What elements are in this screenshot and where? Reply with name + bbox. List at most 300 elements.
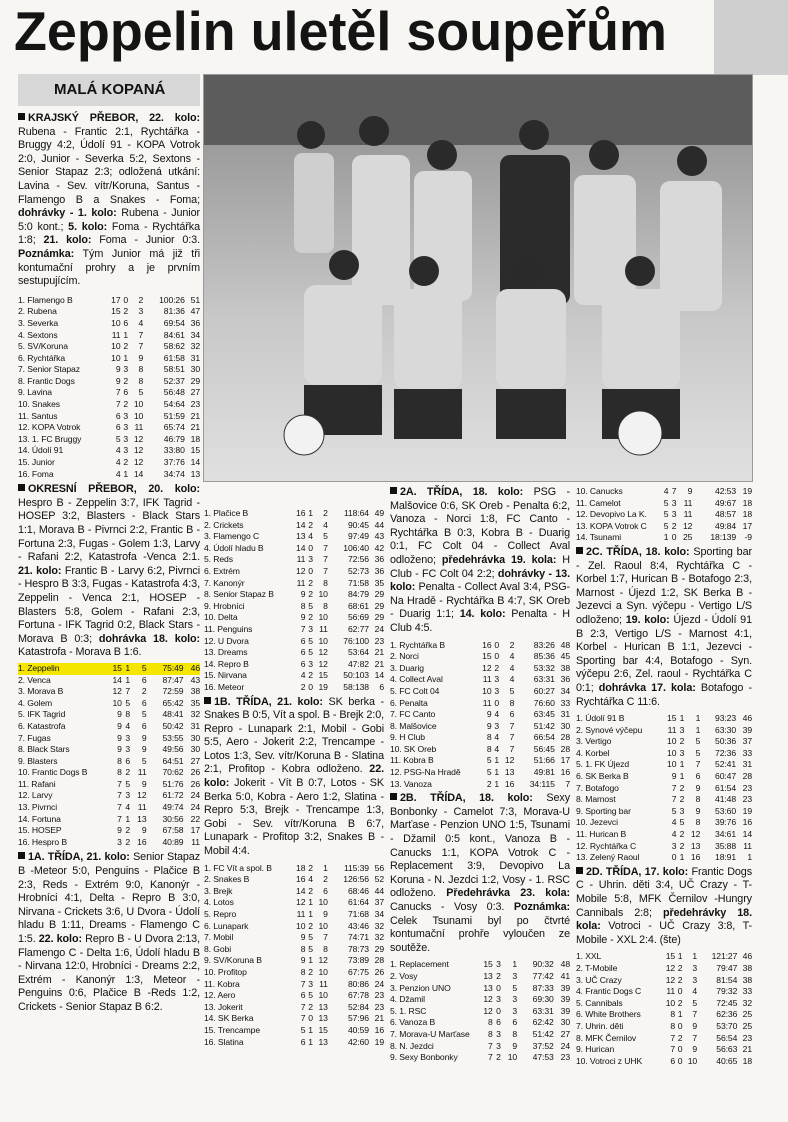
table-row <box>18 814 200 826</box>
stat-cell: 3 <box>671 497 677 508</box>
stat-cell: 66:54 <box>533 732 555 743</box>
column-3 <box>390 486 570 1064</box>
table-row <box>576 725 752 737</box>
team-name: 12. U Dvora <box>204 635 249 646</box>
stat-cell: 16 <box>560 767 570 778</box>
stat-cell: 11 <box>134 422 144 433</box>
stat-cell: 51:66 <box>533 755 555 766</box>
stat-cell: 63:31 <box>533 674 555 685</box>
team-name: 1. Zeppelin <box>18 662 60 673</box>
stat-cell: 0 <box>677 1055 683 1066</box>
table-row <box>204 1013 384 1025</box>
stat-cell: 67:78 <box>347 990 369 1001</box>
team-name: 8. Frantic Dogs <box>18 375 75 386</box>
stat-cell: 52 <box>374 874 384 885</box>
stat-cell: 2 <box>679 794 685 805</box>
stat-cell: 3 <box>496 1040 501 1051</box>
team-photo-illustration <box>204 75 752 481</box>
stat-cell: 47:53 <box>532 1052 554 1063</box>
stat-cell: 12 <box>133 433 144 444</box>
stat-cell: 5 <box>486 767 492 778</box>
stat-cell: 7 <box>671 486 677 496</box>
stat-cell: 53:70 <box>716 1020 738 1031</box>
stat-cell: 5 <box>512 982 518 993</box>
table-row <box>204 682 384 694</box>
table-1a <box>204 508 384 694</box>
stat-cell: 5 <box>692 997 698 1008</box>
team-name: 3. Duarig <box>390 662 424 673</box>
stat-cell: 3 <box>123 364 129 375</box>
stat-cell: 9 <box>687 486 693 496</box>
team-name: 14. Repro B <box>204 658 249 669</box>
table-row <box>18 744 200 756</box>
team-name: 2. Snakes B <box>204 874 250 885</box>
stat-cell: 17 <box>190 825 200 836</box>
stat-cell: 4 <box>300 670 306 681</box>
stat-cell: 10 <box>665 997 676 1008</box>
stat-cell: 4 <box>308 874 313 885</box>
stat-cell: 12 <box>665 962 676 973</box>
stat-cell: 58:51 <box>163 364 185 375</box>
stat-cell: 8 <box>138 364 144 375</box>
stat-cell: 10 <box>687 1055 698 1066</box>
stat-cell: 33:80 <box>163 445 185 456</box>
table-row <box>204 543 384 555</box>
stat-cell: 10 <box>111 317 121 328</box>
team-name: 8. Marnost <box>576 794 616 805</box>
stat-cell: 18 <box>742 1055 752 1066</box>
table-row <box>390 686 570 698</box>
stat-cell: 47:82 <box>347 658 369 669</box>
stat-cell: 11 <box>683 509 693 520</box>
table-row <box>576 713 752 725</box>
stat-cell: 16 <box>374 1024 384 1035</box>
stat-cell: 121:27 <box>711 951 738 962</box>
stat-cell: 49:74 <box>162 802 184 813</box>
stat-cell: 3 <box>123 445 129 456</box>
team-name: 4. Frantic Dogs C <box>576 986 642 997</box>
stat-cell: 52:84 <box>347 1001 369 1012</box>
stat-cell: 62:42 <box>532 1017 554 1028</box>
stat-cell: 60:47 <box>715 771 737 782</box>
stat-cell: 16 <box>296 508 306 518</box>
stat-cell: 7 <box>115 387 121 398</box>
stat-cell: 38 <box>190 686 200 697</box>
team-name: 9. H Club <box>390 732 425 743</box>
team-name: 3. Vertigo <box>576 736 612 747</box>
stat-cell: 30 <box>190 732 200 743</box>
stat-cell: 11 <box>137 767 147 778</box>
table-row <box>18 387 200 399</box>
stat-cell: 2 <box>677 974 683 985</box>
table-row <box>18 469 200 481</box>
stat-cell: 9 <box>138 352 144 363</box>
stat-cell: 19 <box>318 681 328 692</box>
stat-cell: 1 <box>677 1009 683 1020</box>
stat-cell: 51:42 <box>532 1028 554 1039</box>
stat-cell: 24 <box>374 978 384 989</box>
team-name: 8. Gobi <box>204 943 232 954</box>
stat-cell: 63:30 <box>715 724 737 735</box>
stat-cell: 62:77 <box>347 623 369 634</box>
team-name: 4. Sextons <box>18 329 58 340</box>
table-2b-bottom <box>576 486 752 544</box>
team-name: 6. White Brothers <box>576 1009 641 1020</box>
stat-cell: 9 <box>117 709 122 720</box>
stat-cell: 72:56 <box>347 554 369 565</box>
stat-cell: 11 <box>683 497 693 508</box>
table-row <box>576 521 752 533</box>
table-row <box>18 411 200 423</box>
stat-cell: 7 <box>115 399 121 410</box>
stat-cell: 67:75 <box>347 966 369 977</box>
team-name: 15. Nirvana <box>204 670 247 681</box>
stat-cell: 6 <box>141 674 147 685</box>
stat-cell: 27 <box>190 387 200 398</box>
stat-cell: 1 <box>695 724 701 735</box>
stat-cell: 39 <box>560 1005 570 1016</box>
stat-cell: 36 <box>560 674 570 685</box>
stat-cell: 90:32 <box>532 959 554 970</box>
stat-cell: 63:45 <box>533 709 555 720</box>
stat-cell: 7 <box>300 623 306 634</box>
stat-cell: 7 <box>509 720 515 731</box>
stat-cell: 11 <box>743 840 752 851</box>
stat-cell: 126:56 <box>343 874 369 885</box>
stat-cell: 5 <box>663 497 669 508</box>
stat-cell: 32 <box>374 920 384 931</box>
stat-cell: 0 <box>677 1020 683 1031</box>
stat-cell: 8 <box>117 767 122 778</box>
stat-cell: 34:115 <box>529 778 555 789</box>
stat-cell: 75:49 <box>162 662 184 673</box>
stat-cell: 2 <box>679 829 685 840</box>
stat-cell: 2 <box>509 639 515 650</box>
stat-cell: 81:36 <box>163 306 185 317</box>
stat-cell: 5 <box>663 509 669 520</box>
stat-cell: 17 <box>111 294 121 305</box>
team-name: 15. HOSEP <box>18 825 62 836</box>
stat-cell: 7 <box>509 732 515 743</box>
stat-cell: 87:33 <box>532 982 554 993</box>
team-photo <box>203 74 753 482</box>
stat-cell: 37 <box>742 736 752 747</box>
team-name: 5. 1. FK Újezd <box>576 759 630 770</box>
stat-cell: 8 <box>323 600 328 611</box>
stat-cell: 14 <box>374 670 384 681</box>
stat-cell: 7 <box>670 1032 676 1043</box>
okresni-report: OKRESNÍ PŘEBOR, 20. kolo: Hespro B - Zeppelin 3:7, IFK Tagrid - HOSEP 3:2, Blasters - Black Stars 1:1, Morava B - Pivrnci 2:2, Frantic B - Fortuna 2:3, Fugas - Golem 1:3, Larvy - Rafani 2:2, Katastrofa -Venca 2:1. 21. kolo: Frantic B - Larvy 6:2, Pivrnci - Hespro B 3:3, Fugas - Katastrofa 4:3, Zeppelin - Venca 2:1, HOSEP - Blasters 5:8, Golem - Rafani 2:3, Fortuna - IFK Tagrid 0:2, Black Stars - Morava B 0:3; dohrávka 18. kolo: Katastrofa - Morava B 1:6. <box>18 483 201 659</box>
stat-cell: 10 <box>318 612 328 623</box>
stat-cell: 72:59 <box>162 686 184 697</box>
stat-cell: 15 <box>483 959 493 970</box>
stat-cell: 3 <box>512 1005 518 1016</box>
stat-cell: 6 <box>300 990 306 1001</box>
trida2d-report: 2D. TŘÍDA, 17. kolo: Frantic Dogs C - Uhrin. děti 3:4, UČ Crazy - T-Mobile 5:8, MFK Černilov -Hungry Cannibals 2:8; předehrávky 18. kola: Votroci - UČ Crazy 3:8, T-Mobile - XXL 2:4. (šte) <box>576 865 752 946</box>
stat-cell: 2 <box>141 686 147 697</box>
stat-cell: 9 <box>692 1020 698 1031</box>
team-name: 14. SK Berka <box>204 1013 254 1024</box>
stat-cell: 1 <box>679 713 685 724</box>
team-name: 9. Lavina <box>18 387 52 398</box>
stat-cell: 8 <box>695 817 701 828</box>
stat-cell: 0 <box>677 1044 683 1055</box>
stat-cell: 61:64 <box>347 897 369 908</box>
stat-cell: 14 <box>133 468 144 479</box>
stat-cell: 1 <box>123 468 129 479</box>
stat-cell: 70:62 <box>162 767 184 778</box>
stat-cell: 10 <box>667 747 677 758</box>
team-name: 13. Jokerit <box>204 1001 243 1012</box>
stat-cell: 0 <box>308 542 313 553</box>
stat-cell: 8 <box>670 1009 676 1020</box>
stat-cell: 4 <box>115 445 121 456</box>
stat-cell: 7 <box>117 802 122 813</box>
team-name: 1. Rychtářka B <box>390 639 445 650</box>
table-row <box>204 647 384 659</box>
stat-cell: 56:48 <box>163 387 185 398</box>
stat-cell: 6 <box>323 885 328 896</box>
stat-cell: 5 <box>308 990 313 1001</box>
stat-cell: 29 <box>190 375 200 386</box>
team-name: 6. Vanoza B <box>390 1017 436 1028</box>
table-row <box>390 779 570 791</box>
stat-cell: 1 <box>125 813 131 824</box>
stat-cell: 8 <box>487 1028 493 1039</box>
team-name: 6. Katastrofa <box>18 720 66 731</box>
stat-cell: 23 <box>374 635 384 646</box>
stat-cell: 21 <box>374 658 384 669</box>
table-row <box>204 520 384 532</box>
stat-cell: 14 <box>296 519 306 530</box>
trida2c-report: 2C. TŘÍDA, 18. kolo: Sporting bar - Zel. Raoul 8:4, Rychtářka C - Korbel 1:7, Hurican B - Botafogo 2:3, Marnost - Újezd 1:2, SK Berka B - Jezevci a Syn. výčepu - Vertigo L/S odloženo; 19. kolo: Újezd - Údolí 91 B 2:3, Vertigo L/S - Marnost 4:1, Korbel - Hurican B 1:1, Jezevci - Sporting bar 4:4, Botafogo - Syn. výčepu 2:6, Zel. raoul - Rychtářka C 0:1; dohrávka 17. kola: Botafogo - Rychtářka C 11:6. <box>576 545 752 708</box>
bullet-icon <box>18 852 25 859</box>
table-row <box>576 509 752 521</box>
stat-cell: 31 <box>742 759 752 770</box>
stat-cell: 38 <box>560 662 570 673</box>
stat-cell: 6 <box>300 658 306 669</box>
team-name: 12. Rychtářka C <box>576 840 637 851</box>
table-row <box>204 566 384 578</box>
stat-cell: 8 <box>300 966 306 977</box>
table-row <box>390 674 570 686</box>
table-row <box>204 1037 384 1049</box>
stat-cell: 15 <box>111 306 121 317</box>
stat-cell: 27 <box>190 755 200 766</box>
table-row <box>576 532 752 544</box>
stat-cell: 39 <box>560 982 570 993</box>
stat-cell: 87:47 <box>162 674 184 685</box>
stat-cell: 10 <box>318 589 328 600</box>
stat-cell: 11 <box>111 329 121 340</box>
team-name: 10. Profitop <box>204 966 247 977</box>
stat-cell: 6 <box>300 647 306 658</box>
stat-cell: 61:54 <box>715 782 737 793</box>
stat-cell: 36 <box>190 317 200 328</box>
table-row <box>576 829 752 841</box>
table-row <box>18 663 200 675</box>
stat-cell: 37:52 <box>532 1040 554 1051</box>
stat-cell: 1 <box>747 852 752 863</box>
stat-cell: 2 <box>677 962 683 973</box>
stat-cell: 2 <box>496 970 501 981</box>
stat-cell: 7 <box>670 1044 676 1055</box>
stat-cell: 1 <box>663 532 669 543</box>
stat-cell: 51 <box>190 294 200 305</box>
stat-cell: 12 <box>133 457 144 468</box>
team-name: 11. Camelot <box>576 497 621 508</box>
stat-cell: 14 <box>742 829 752 840</box>
team-name: 11. Kobra B <box>390 755 434 766</box>
stat-cell: 3 <box>123 422 129 433</box>
team-name: 1. Údolí 91 B <box>576 713 625 724</box>
team-name: 6. Lunapark <box>204 920 249 931</box>
stat-cell: 7 <box>117 790 122 801</box>
table-row <box>204 508 384 520</box>
stat-cell: 5 <box>141 709 147 720</box>
stat-cell: 0 <box>308 681 313 692</box>
stat-cell: 7 <box>117 813 122 824</box>
stat-cell: 13 <box>504 767 515 778</box>
stat-cell: 21 <box>190 422 200 433</box>
table-row <box>390 971 570 983</box>
table-row <box>204 659 384 671</box>
stat-cell: 15 <box>667 713 677 724</box>
table-row <box>18 802 200 814</box>
stat-cell: 3 <box>125 790 131 801</box>
table-row <box>576 771 752 783</box>
stat-cell: 7 <box>138 341 144 352</box>
stat-cell: 12 <box>483 1005 493 1016</box>
stat-cell: 5 <box>141 662 147 673</box>
team-name: 5. Cannibals <box>576 997 623 1008</box>
stat-cell: 8 <box>125 709 131 720</box>
bullet-icon <box>18 484 25 491</box>
table-row <box>390 709 570 721</box>
stat-cell: 9 <box>117 732 122 743</box>
table-row <box>18 675 200 687</box>
stat-cell: 0 <box>494 639 500 650</box>
team-name: 2. Rubena <box>18 306 57 317</box>
table-row <box>18 790 200 802</box>
table-row <box>18 364 200 376</box>
stat-cell: 36 <box>374 565 384 576</box>
stat-cell: 4 <box>671 817 677 828</box>
stat-cell: 10 <box>507 1052 518 1063</box>
team-name: 7. FC Canto <box>390 709 436 720</box>
table-row <box>18 779 200 791</box>
stat-cell: 10 <box>296 920 306 931</box>
stat-cell: 2 <box>679 782 685 793</box>
stat-cell: 8 <box>323 943 328 954</box>
table-row <box>204 863 384 875</box>
table-row <box>18 721 200 733</box>
stat-cell: 13 <box>483 970 493 981</box>
column-4 <box>576 486 752 1067</box>
stat-cell: 3 <box>496 959 501 970</box>
stat-cell: 5 <box>308 600 313 611</box>
stat-cell: 64:51 <box>162 755 184 766</box>
stat-cell: 12 <box>682 520 693 531</box>
stat-cell: 44 <box>374 519 384 530</box>
stat-cell: 4 <box>125 802 131 813</box>
team-name: 7. Senior Stapaz <box>18 364 80 375</box>
stat-cell: 83:26 <box>533 639 555 650</box>
stat-cell: 12 <box>690 829 701 840</box>
team-name: 5. FC Colt 04 <box>390 685 440 696</box>
table-row <box>204 886 384 898</box>
table-row <box>576 986 752 998</box>
team-name: 3. UČ Crazy <box>576 974 622 985</box>
stat-cell: 42:60 <box>347 1036 369 1047</box>
stat-cell: 19 <box>742 805 752 816</box>
team-name: 1. FC Vít a spol. B <box>204 862 272 873</box>
stat-cell: 3 <box>308 658 313 669</box>
stat-cell: 5 <box>308 647 313 658</box>
stat-cell: 0 <box>123 294 129 305</box>
stat-cell: 49:84 <box>715 520 737 531</box>
stat-cell: 13 <box>137 813 147 824</box>
stat-cell: 0 <box>494 651 500 662</box>
team-name: 10. Delta <box>204 612 238 623</box>
stat-cell: 1 <box>512 959 518 970</box>
stat-cell: 80:86 <box>347 978 369 989</box>
team-name: 13. Dreams <box>204 647 248 658</box>
stat-cell: 8 <box>300 600 306 611</box>
team-name: 8. N. Jezdci <box>390 1040 434 1051</box>
stat-cell: 30:56 <box>162 813 184 824</box>
table-row <box>576 963 752 975</box>
stat-cell: 12 <box>504 755 515 766</box>
stat-cell: 8 <box>670 1020 676 1031</box>
table-row <box>18 318 200 330</box>
stat-cell: 67:58 <box>162 825 184 836</box>
stat-cell: 23 <box>560 1052 570 1063</box>
team-name: 6. Penalta <box>390 697 428 708</box>
table-okresni <box>18 663 200 849</box>
stat-cell: 3 <box>123 410 129 421</box>
stat-cell: 7 <box>565 778 570 789</box>
stat-cell: 1 <box>494 778 500 789</box>
bullet-icon <box>18 113 25 120</box>
stat-cell: 16 <box>482 639 492 650</box>
team-name: 4. Džamil <box>390 994 425 1005</box>
table-2a <box>390 640 570 791</box>
stat-cell: 79:32 <box>716 986 738 997</box>
stat-cell: 3 <box>512 970 518 981</box>
stat-cell: 44 <box>374 885 384 896</box>
stat-cell: 2 <box>308 862 313 873</box>
stat-cell: 50:103 <box>343 670 369 681</box>
stat-cell: 6 <box>125 755 131 766</box>
stat-cell: 7 <box>323 554 328 565</box>
team-name: 10. Votroci z UHK <box>576 1055 643 1066</box>
stat-cell: 2 <box>125 836 131 847</box>
table-row <box>576 1056 752 1068</box>
stat-cell: 2 <box>308 670 313 681</box>
stat-cell: 5 <box>308 932 313 943</box>
stat-cell: 3 <box>496 994 501 1005</box>
table-row <box>18 837 200 849</box>
stat-cell: 18 <box>296 862 306 873</box>
stat-cell: 93:23 <box>715 713 737 724</box>
stat-cell: 24 <box>190 790 200 801</box>
stat-cell: 118:64 <box>343 508 369 518</box>
team-name: 7. Fugas <box>18 732 51 743</box>
stat-cell: 6 <box>512 1017 518 1028</box>
table-row <box>576 998 752 1010</box>
stat-cell: 3 <box>125 744 131 755</box>
